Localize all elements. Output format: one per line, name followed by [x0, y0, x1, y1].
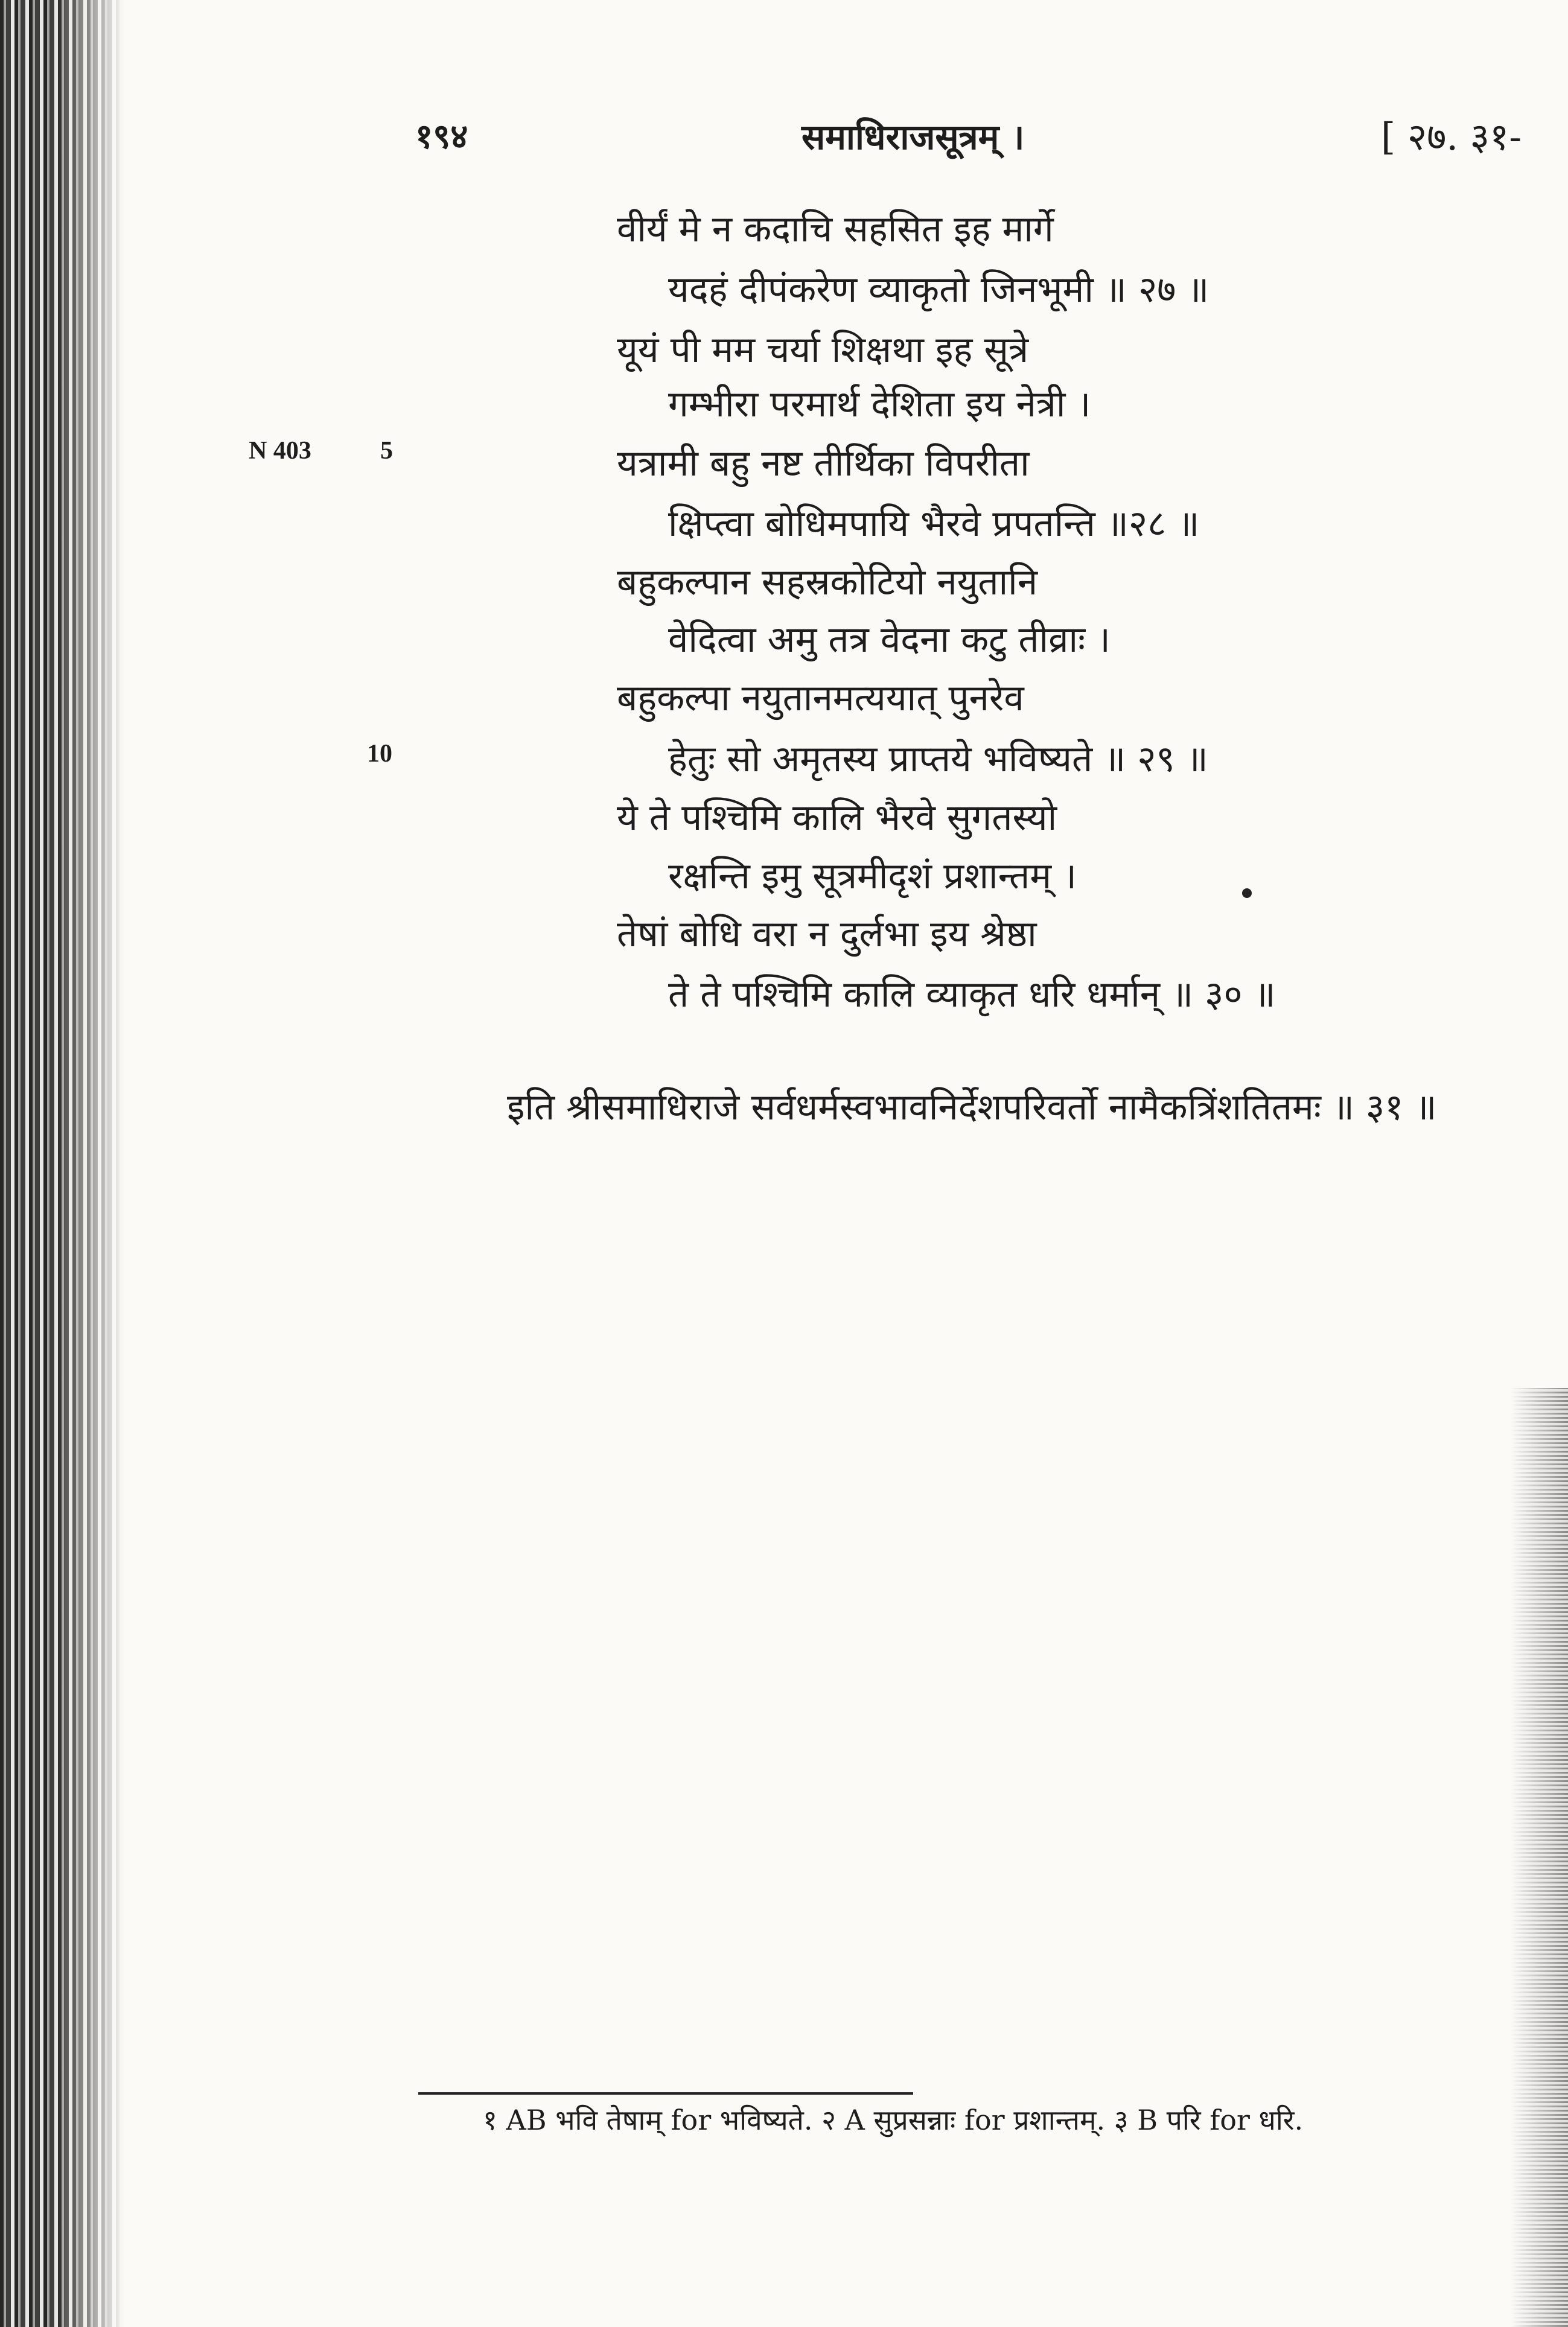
verse-line: ते ते पश्चिमि कालि व्याकृत धरि धर्मान् ॥ ३० ॥	[668, 973, 1276, 1016]
line-number-5: 5	[380, 437, 393, 465]
chapter-colophon: इति श्रीसमाधिराजे सर्वधर्मस्वभावनिर्देशपरिवर्तो नामैकत्रिंशतितमः ॥ ३१ ॥	[507, 1086, 1437, 1128]
verse-line: तेषां बोधि वरा न दुर्लभा इय श्रेष्ठा	[617, 913, 1037, 955]
verse-line: बहुकल्पान सहस्रकोटियो नयुतानि	[617, 561, 1038, 603]
ink-speck	[1242, 888, 1252, 898]
page-edge-shadow	[1511, 1388, 1568, 2327]
verse-line: गम्भीरा परमार्थ देशिता इय नेत्री ।	[668, 383, 1091, 425]
footnote-rule	[418, 2092, 913, 2095]
page-number: १९४	[415, 116, 468, 156]
verse-range-ref: [ २७. ३१-	[1381, 115, 1522, 159]
verse-line: हेतुः सो अमृतस्य प्राप्तये भविष्यते ॥ २९ ॥	[668, 738, 1208, 780]
verse-line: यूयं पी मम चर्या शिक्षथा इह सूत्रे	[617, 329, 1029, 371]
verse-line: वेदित्वा अमु तत्र वेदना कटु तीव्राः ।	[668, 619, 1111, 661]
running-title: समाधिराजसूत्रम् ।	[802, 116, 1025, 158]
binding-shadow	[0, 0, 124, 2327]
verse-line: ये ते पश्चिमि कालि भैरवे सुगतस्यो	[617, 797, 1057, 839]
verse-line: यत्रामी बहु नष्ट तीर्थिका विपरीता	[617, 442, 1030, 485]
verse-line: क्षिप्त्वा बोधिमपायि भैरवे प्रपतन्ति ॥२८ ॥	[668, 503, 1200, 545]
verse-line: रक्षन्ति इमु सूत्रमीदृशं प्रशान्तम् ।	[668, 855, 1077, 897]
line-number-10: 10	[367, 740, 392, 768]
manuscript-ref: N 403	[249, 437, 311, 465]
footnote: १ AB भवि तेषाम् for भविष्यते. २ A सुप्रसन्नाः for प्रशान्तम्. ३ B परि for धरि.	[483, 2104, 1304, 2136]
verse-line: यदहं दीपंकरेण व्याकृतो जिनभूमी ॥ २७ ॥	[668, 269, 1209, 311]
verse-line: बहुकल्पा नयुतानमत्ययात् पुनरेव	[617, 677, 1024, 719]
verse-line: वीर्यं मे न कदाचि सहसित इह मार्गे	[617, 208, 1054, 250]
